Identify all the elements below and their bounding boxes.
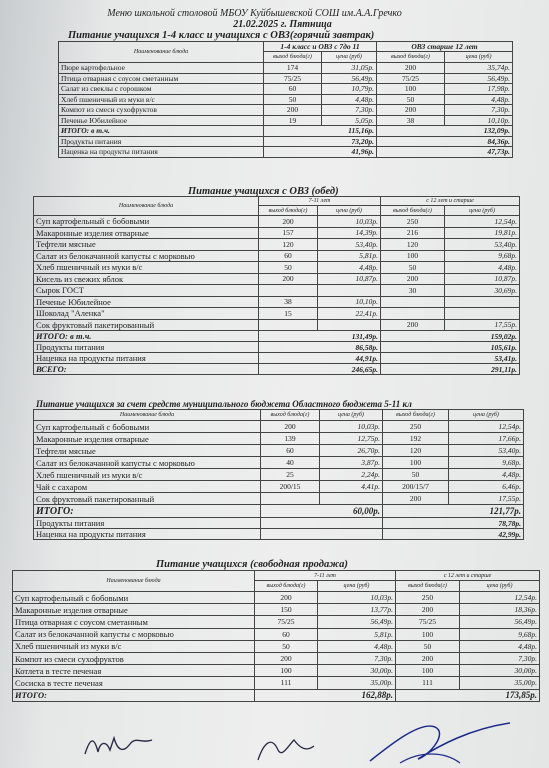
price-value: 13,77р. [318,604,396,616]
menu-row [34,469,524,481]
menu-row [34,285,520,297]
yield-value: 40 [261,457,320,469]
price-value: 53,40р. [445,239,520,251]
menu-row [34,273,520,285]
menu-row [34,296,520,308]
price-column-header: цена (руб) [445,52,513,63]
price-value: 4,48р. [322,94,377,105]
price-value: 56,49р. [318,616,396,628]
yield-value: 75/25 [377,73,445,84]
yield-column-header: выход блюда(г) [381,206,445,216]
dish-name: Салат из свеклы с горошком [59,84,264,95]
dish-name: Печенье Юбилейное [59,115,264,126]
yield-column-header: выход блюда(г) [377,52,445,63]
yield-value: 38 [377,115,445,126]
group-a-header: 7-11 лет [259,197,381,206]
markup-value: 47,73р. [377,147,513,158]
price-value: 2,24р. [320,469,383,481]
menu-row [13,665,540,677]
dish-name: Хлеб пшеничный из муки в/с [13,640,255,652]
price-value: 56,49р. [460,616,540,628]
dish-name: Хлеб пшеничный из муки в/с [34,262,259,274]
yield-value [259,285,318,297]
dish-name: Хлеб пшеничный из муки в/с [59,94,264,105]
price-value: 10,79р. [322,84,377,95]
price-value [445,308,520,320]
yield-value: 200 [255,592,318,604]
menu-row [13,616,540,628]
price-value: 9,68р. [445,250,520,262]
menu-row [13,604,540,616]
price-value: 14,39р. [318,227,381,239]
products-value: 105,61р. [381,342,520,353]
menu-row [34,421,524,433]
yield-value: 50 [255,640,318,652]
dish-name: Шоколад "Аленка" [34,308,259,320]
price-value: 12,54р. [460,592,540,604]
dish-column-header: Наименование блюда [34,197,259,216]
dish-name: Макаронные изделия отварные [13,604,255,616]
price-value: 7,30р. [460,652,540,664]
price-value: 3,87р. [320,457,383,469]
dish-name: Компот из смеси сухофруктов [13,652,255,664]
price-column-header: цена (руб) [449,410,524,421]
yield-value: 75/25 [255,616,318,628]
price-value: 9,68р. [460,628,540,640]
products-value: 78,78р. [383,518,524,529]
markup-label: Наценка на продукты питания [34,353,259,364]
yield-value: 15 [259,308,318,320]
price-value: 31,05р. [322,63,377,74]
menu-row [13,592,540,604]
price-value: 4,41р. [320,481,383,493]
price-value: 53,40р. [449,445,524,457]
products-label: Продукты питания [59,136,264,147]
yield-value: 250 [381,216,445,228]
markup-label: Наценка на продукты питания [34,529,261,540]
yield-value: 100 [383,457,449,469]
total-value: 132,09р. [377,126,513,137]
free-sale-table [12,570,540,702]
yield-value: 120 [381,239,445,251]
dish-name: Сок фруктовый пакетированный [34,493,261,505]
document-date: 21.02.2025 г. Пятница [233,19,332,30]
price-column-header: цена (руб) [320,410,383,421]
menu-row [13,677,540,689]
yield-value: 139 [261,433,320,445]
price-column-header: цена (руб) [318,206,381,216]
dish-name: Суп картофельный с бобовыми [34,216,259,228]
total-label: ИТОГО: в т.ч. [34,331,259,342]
yield-column-header: выход блюда(г) [255,581,318,592]
yield-column-header: выход блюда(г) [259,206,318,216]
dish-name: Хлеб пшеничный из муки в/с [34,469,261,481]
yield-value: 25 [261,469,320,481]
price-value: 4,48р. [449,469,524,481]
yield-value: 120 [259,239,318,251]
yield-value: 50 [383,469,449,481]
menu-row [34,445,524,457]
dish-column-header: Наименование блюда [34,410,261,421]
price-value: 35,00р. [318,677,396,689]
price-value [318,319,381,331]
menu-row [34,433,524,445]
menu-row [59,115,513,126]
yield-value: 120 [383,445,449,457]
yield-value: 200 [383,493,449,505]
dish-name: Салат из белокачанной капусты с морковью [34,250,259,262]
dish-name: Макаронные изделия отварные [34,433,261,445]
yield-value: 100 [381,250,445,262]
price-value: 10,10р. [318,296,381,308]
yield-value: 192 [383,433,449,445]
yield-value: 200 [396,652,460,664]
total-value: 173,85р. [396,689,540,701]
yield-value: 50 [381,262,445,274]
menu-row [34,319,520,331]
yield-value: 200 [396,604,460,616]
price-value: 17,98р. [445,84,513,95]
price-value: 56,49р. [322,73,377,84]
menu-row [34,216,520,228]
yield-value: 50 [396,640,460,652]
yield-value [261,493,320,505]
dish-name: Сок фруктовый пакетированный [34,319,259,331]
grand-total-value: 291,11р. [381,364,520,375]
dish-name: Салат из белокачанной капусты с морковью [13,628,255,640]
dish-name: Сырок ГОСТ [34,285,259,297]
yield-value: 200 [377,63,445,74]
price-value [320,493,383,505]
yield-value: 75/25 [396,616,460,628]
budget-table [33,409,524,540]
yield-column-header: выход блюда(г) [383,410,449,421]
menu-row [34,481,524,493]
dish-name: Кисель из свежих яблок [34,273,259,285]
yield-value [381,308,445,320]
menu-row [34,493,524,505]
dish-name: Сосиска в тесте печеная [13,677,255,689]
yield-column-header: выход блюда(г) [264,52,322,63]
yield-value: 100 [396,628,460,640]
dish-column-header: Наименование блюда [13,571,255,592]
yield-value [259,319,318,331]
menu-row [34,457,524,469]
total-label: ИТОГО: [13,689,255,701]
menu-row [34,239,520,251]
yield-value: 200 [381,273,445,285]
markup-value: 44,91р. [259,353,381,364]
group-a-header: 7-11 лет [255,571,396,581]
section-1-title: Питание учащихся 1-4 класс и учащихся с ОВЗ(горячий завтрак) [68,30,375,41]
yield-value: 50 [264,94,322,105]
menu-row [59,94,513,105]
markup-value: 53,41р. [381,353,520,364]
price-value: 18,36р. [460,604,540,616]
price-value: 10,87р. [318,273,381,285]
yield-value: 75/25 [264,73,322,84]
price-value: 12,54р. [449,421,524,433]
total-label: ИТОГО: [34,505,261,518]
price-column-header: цена (руб) [322,52,377,63]
lunch-table [33,196,520,375]
price-value: 4,48р. [318,640,396,652]
yield-value: 100 [377,84,445,95]
price-value: 10,03р. [318,216,381,228]
yield-value: 200 [255,652,318,664]
price-value: 7,30р. [322,105,377,116]
price-value [318,285,381,297]
yield-value: 200 [381,319,445,331]
yield-value: 150 [255,604,318,616]
price-value: 30,69р. [445,285,520,297]
products-label: Продукты питания [34,342,259,353]
total-value: 115,16р. [264,126,377,137]
breakfast-table [58,41,513,158]
markup-value: 42,99р. [383,529,524,540]
section-2-title: Питание учащихся с ОВЗ (обед) [188,186,339,197]
price-value: 7,30р. [318,652,396,664]
dish-name: Птица отварная с соусом сметанным [13,616,255,628]
price-value: 17,55р. [449,493,524,505]
yield-value [381,296,445,308]
menu-row [13,652,540,664]
dish-name: Макаронные изделия отварные [34,227,259,239]
yield-value: 200 [261,421,320,433]
dish-name: Пюре картофельное [59,63,264,74]
products-value: 86,58р. [259,342,381,353]
price-value: 26,70р. [320,445,383,457]
menu-row [59,73,513,84]
menu-row [34,250,520,262]
price-value: 10,10р. [445,115,513,126]
yield-column-header: выход блюда(г) [261,410,320,421]
total-label: ИТОГО: в т.ч. [59,126,264,137]
document-title: Меню школьной столовой МБОУ Куйбышевской СОШ им.А.А.Гречко [107,8,402,19]
menu-row [13,628,540,640]
yield-value: 30 [381,285,445,297]
price-value: 7,30р. [445,105,513,116]
markup-value: 41,96р. [264,147,377,158]
dish-column-header: Наименование блюда [59,42,264,63]
signature-3 [360,715,520,765]
grand-total-label: ВСЕГО: [34,364,259,375]
price-value: 30,00р. [460,665,540,677]
yield-value: 60 [255,628,318,640]
price-value: 5,05р. [322,115,377,126]
total-value: 121,77р. [383,505,524,518]
dish-name: Тефтели мясные [34,239,259,251]
group-b-header: с 12 лет и старше [381,197,520,206]
dish-name: Чай с сахаром [34,481,261,493]
dish-name: Компот из смеси сухофруктов [59,105,264,116]
dish-name: Салат из белокачанной капусты с морковью [34,457,261,469]
menu-row [34,308,520,320]
menu-row [13,640,540,652]
yield-value: 200/15 [261,481,320,493]
yield-value: 111 [255,677,318,689]
grand-total-value: 246,65р. [259,364,381,375]
price-column-header: цена (руб) [445,206,520,216]
section-4-title: Питание учащихся (свободная продажа) [156,559,348,570]
price-value: 10,03р. [318,592,396,604]
products-value: 84,36р. [377,136,513,147]
price-value: 35,00р. [460,677,540,689]
total-value: 60,00р. [261,505,383,518]
products-label: Продукты питания [34,518,261,529]
yield-value: 60 [261,445,320,457]
group-b-header: ОВЗ старше 12 лет [377,42,513,52]
price-value: 12,54р. [445,216,520,228]
total-value: 131,49р. [259,331,381,342]
price-value: 6,46р. [449,481,524,493]
price-value: 53,40р. [318,239,381,251]
menu-row [34,227,520,239]
yield-value: 60 [264,84,322,95]
yield-value: 19 [264,115,322,126]
yield-value: 200/15/7 [383,481,449,493]
dish-name: Суп картофельный с бобовыми [34,421,261,433]
price-value: 4,48р. [318,262,381,274]
group-a-header: 1-4 класс и ОВЗ с 7до 11 [264,42,377,52]
yield-value: 100 [396,665,460,677]
yield-value: 200 [259,273,318,285]
yield-value: 200 [264,105,322,116]
price-value: 22,41р. [318,308,381,320]
yield-value: 157 [259,227,318,239]
yield-value: 111 [396,677,460,689]
products-value: 73,20р. [264,136,377,147]
yield-value: 216 [381,227,445,239]
price-value: 56,49р. [445,73,513,84]
price-value: 5,81р. [318,250,381,262]
price-value: 4,48р. [445,94,513,105]
price-value: 10,87р. [445,273,520,285]
dish-name: Печенье Юбилейное [34,296,259,308]
menu-row [59,63,513,74]
yield-value: 100 [255,665,318,677]
dish-name: Суп картофельный с бобовыми [13,592,255,604]
group-b-header: с 12 лет и старше [396,571,540,581]
price-value: 17,66р. [449,433,524,445]
price-value: 30,00р. [318,665,396,677]
dish-name: Птица отварная с соусом сметанным [59,73,264,84]
total-value: 162,88р. [255,689,396,701]
dish-name: Котлета в тесте печеная [13,665,255,677]
price-value: 17,55р. [445,319,520,331]
price-value: 35,74р. [445,63,513,74]
price-value: 12,75р. [320,433,383,445]
markup-label: Наценка на продукты питания [59,147,264,158]
dish-name: Тефтели мясные [34,445,261,457]
yield-value: 250 [383,421,449,433]
price-value: 4,48р. [445,262,520,274]
menu-row [59,84,513,95]
menu-row [34,262,520,274]
total-value: 159,02р. [381,331,520,342]
yield-value: 38 [259,296,318,308]
signature-2 [250,732,320,764]
price-value: 10,03р. [320,421,383,433]
price-value: 9,68р. [449,457,524,469]
section-3-title: Питание учащихся за счет средств муниципального бюджета Областного бюджета 5-11 кл [36,399,412,409]
price-value: 5,81р. [318,628,396,640]
yield-value: 50 [377,94,445,105]
signature-1 [80,730,160,762]
price-value: 19,81р. [445,227,520,239]
price-value: 4,48р. [460,640,540,652]
yield-value: 200 [377,105,445,116]
yield-value: 200 [259,216,318,228]
price-value [445,296,520,308]
yield-value: 174 [264,63,322,74]
yield-value: 250 [396,592,460,604]
price-column-header: цена (руб) [318,581,396,592]
menu-row [59,105,513,116]
price-column-header: цена (руб) [460,581,540,592]
yield-value: 50 [259,262,318,274]
yield-column-header: выход блюда(г) [396,581,460,592]
yield-value: 60 [259,250,318,262]
